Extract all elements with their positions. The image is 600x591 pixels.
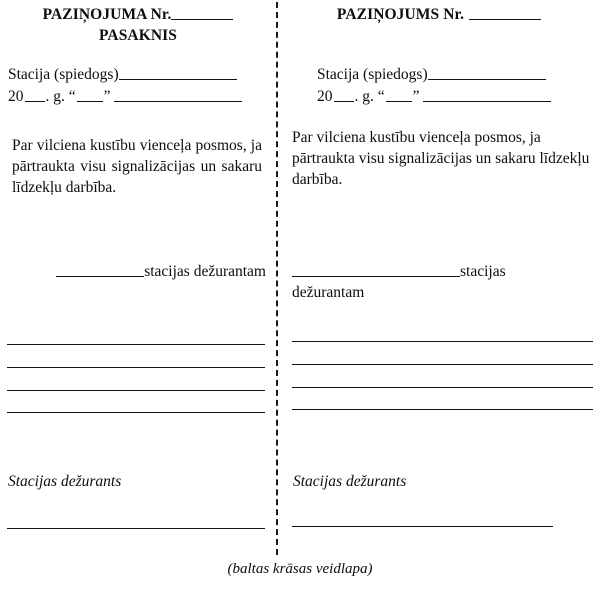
notification-title-block bbox=[284, 6, 594, 24]
notification-blank-rule-3[interactable] bbox=[292, 387, 593, 388]
notification-quote-close: ” bbox=[412, 88, 420, 105]
notification-body-text: Par vilciena kustību vienceļa posmos, ja pārtraukta visu signalizācijas un sakaru līdzekļu darbība. bbox=[292, 129, 590, 188]
notification-duty-officer-row bbox=[292, 262, 592, 304]
counterfoil-signature-caption: Stacijas dežurants bbox=[8, 473, 122, 490]
notification-station-label: Stacija (spiedogs) bbox=[317, 66, 428, 83]
notification-blank-rule-4[interactable] bbox=[292, 409, 593, 410]
counterfoil-title-line-2: PASAKNIS bbox=[98, 27, 178, 44]
form-footer-note: (baltas krāsas veidlapa) bbox=[227, 561, 373, 577]
notification-duty-officer-blank[interactable] bbox=[292, 276, 460, 277]
counterfoil-body-text: Par vilciena kustību vienceļa posmos, ja pārtraukta visu signalizācijas un sakaru līdzekļu darbība. bbox=[12, 137, 262, 196]
counterfoil-title-line-1 bbox=[0, 6, 276, 24]
notification-number-blank[interactable] bbox=[469, 19, 541, 20]
notification-date-row bbox=[317, 86, 551, 108]
counterfoil-date-prefix: 20 bbox=[8, 88, 24, 105]
tear-off-divider bbox=[276, 2, 278, 555]
counterfoil-blank-rule-1[interactable] bbox=[7, 344, 265, 345]
counterfoil-title-text: PAZIŅOJUMA Nr. bbox=[42, 6, 172, 23]
counterfoil-blank-rule-4[interactable] bbox=[7, 412, 265, 413]
counterfoil-station-row bbox=[8, 64, 242, 86]
counterfoil-number-blank[interactable] bbox=[171, 19, 233, 20]
counterfoil-duty-officer-row bbox=[8, 262, 266, 283]
counterfoil-title-block bbox=[0, 6, 276, 45]
counterfoil-station-label: Stacija (spiedogs) bbox=[8, 66, 119, 83]
notification-duty-officer-label-2: dežurantam bbox=[292, 283, 365, 301]
counterfoil-blank-rule-3[interactable] bbox=[7, 390, 265, 391]
notification-duty-officer-label-1: stacijas bbox=[460, 263, 506, 280]
counterfoil-date-suffix: . g. “ bbox=[45, 88, 76, 105]
notification-station-blank[interactable] bbox=[428, 79, 546, 80]
counterfoil-quote-close: ” bbox=[103, 88, 111, 105]
counterfoil-signature-rule[interactable] bbox=[7, 528, 265, 529]
notification-date-suffix: . g. “ bbox=[354, 88, 385, 105]
notification-month-blank[interactable] bbox=[423, 101, 551, 102]
notification-signature-caption: Stacijas dežurants bbox=[293, 473, 407, 490]
notification-title-line-1 bbox=[284, 6, 594, 24]
counterfoil-month-blank[interactable] bbox=[114, 101, 242, 102]
counterfoil-duty-officer-label: stacijas dežurantam bbox=[144, 263, 266, 280]
counterfoil-year-blank[interactable] bbox=[25, 101, 45, 102]
notification-day-blank[interactable] bbox=[386, 101, 412, 102]
notification-signature-rule[interactable] bbox=[292, 526, 553, 527]
notification-year-blank[interactable] bbox=[334, 101, 354, 102]
notification-station-row bbox=[317, 64, 551, 86]
notification-title-text: PAZIŅOJUMS Nr. bbox=[336, 6, 465, 23]
counterfoil-stamp-block bbox=[8, 64, 242, 108]
counterfoil-duty-officer-blank[interactable] bbox=[56, 276, 144, 277]
counterfoil-station-blank[interactable] bbox=[119, 79, 237, 80]
counterfoil-date-row bbox=[8, 86, 242, 108]
notification-date-prefix: 20 bbox=[317, 88, 333, 105]
notification-stamp-block bbox=[317, 64, 551, 108]
notification-blank-rule-1[interactable] bbox=[292, 341, 593, 342]
notification-blank-rule-2[interactable] bbox=[292, 364, 593, 365]
counterfoil-day-blank[interactable] bbox=[77, 101, 103, 102]
counterfoil-blank-rule-2[interactable] bbox=[7, 367, 265, 368]
